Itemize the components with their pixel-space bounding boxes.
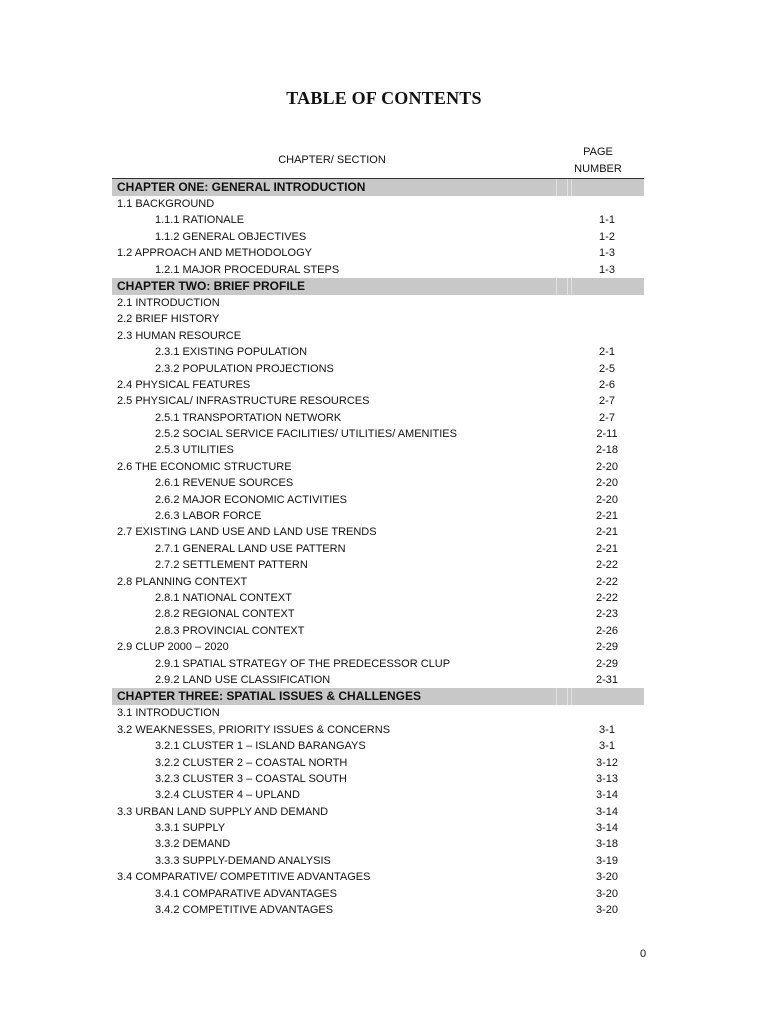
entry-title: 2.7.2 SETTLEMENT PATTERN: [155, 559, 308, 572]
entry-page-number: 2-21: [595, 526, 619, 539]
toc-entry-row: [112, 804, 644, 820]
entry-page-number: 1-2: [599, 230, 615, 243]
entry-page-number: 3-13: [595, 772, 619, 785]
toc-entry-row: [112, 557, 644, 573]
entry-title: 3.3.3 SUPPLY-DEMAND ANALYSIS: [155, 854, 331, 867]
entry-page-number: 2-26: [595, 624, 619, 637]
toc-entry-row: [112, 902, 644, 918]
entry-page-number: 2-31: [595, 673, 619, 686]
entry-title: 2.5.3 UTILITIES: [155, 444, 234, 457]
entry-title: 2.5.2 SOCIAL SERVICE FACILITIES/ UTILITIES/ AMENITIES: [155, 428, 457, 441]
entry-title: 2.6.3 LABOR FORCE: [155, 510, 262, 523]
entry-title: 2.9.2 LAND USE CLASSIFICATION: [155, 673, 331, 686]
entry-page-number: 2-22: [595, 591, 619, 604]
toc-entry-row: [112, 836, 644, 852]
entry-title: 2.7.1 GENERAL LAND USE PATTERN: [155, 542, 346, 555]
entry-page-number: 2-5: [599, 362, 615, 375]
toc-entry-row: [112, 377, 644, 393]
entry-title: 1.1.1 RATIONALE: [155, 214, 245, 227]
entry-title: 2.3.1 EXISTING POPULATION: [155, 346, 308, 359]
toc-entry-row: [112, 492, 644, 508]
entry-page-number: 1-3: [599, 247, 615, 260]
toc-entry-row: [112, 755, 644, 771]
toc-entry-row: [112, 311, 644, 327]
toc-entry-row: [112, 212, 644, 228]
toc-entry-row: [112, 328, 644, 344]
entry-page-number: 2-29: [595, 641, 619, 654]
toc-entry-row: [112, 656, 644, 672]
entry-page-number: 3-14: [595, 822, 619, 835]
chapter-row-divider: [571, 179, 572, 196]
entry-title: 2.5.1 TRANSPORTATION NETWORK: [155, 411, 342, 424]
page-number-header: [552, 144, 644, 178]
entry-title: 2.5 PHYSICAL/ INFRASTRUCTURE RESOURCES: [117, 395, 370, 408]
entry-page-number: 2-6: [599, 378, 615, 391]
toc-entry-row: [112, 590, 644, 606]
page-header-line2: NUMBER: [574, 163, 622, 175]
entry-page-number: 2-11: [596, 428, 618, 441]
toc-entry-row: [112, 606, 644, 622]
entry-title: 3.3 URBAN LAND SUPPLY AND DEMAND: [117, 805, 329, 818]
entry-page-number: 1-1: [599, 214, 615, 227]
entry-title: 3.4.2 COMPETITIVE ADVANTAGES: [155, 904, 334, 917]
entry-title: 2.8.3 PROVINCIAL CONTEXT: [155, 624, 305, 637]
toc-entry-row: [112, 442, 644, 458]
entry-title: 3.2.1 CLUSTER 1 – ISLAND BARANGAYS: [155, 740, 366, 753]
toc-entry-row: [112, 820, 644, 836]
toc-entry-row: [112, 410, 644, 426]
toc-chapter-row: [112, 688, 644, 705]
entry-title: 2.9 CLUP 2000 – 2020: [117, 641, 229, 654]
entry-page-number: 2-20: [595, 477, 619, 490]
entry-page-number: 2-7: [599, 395, 615, 408]
entry-title: 1.2.1 MAJOR PROCEDURAL STEPS: [155, 263, 340, 276]
toc-entry-row: [112, 344, 644, 360]
entry-title: 1.2 APPROACH AND METHODOLOGY: [117, 247, 312, 260]
toc-entry-row: [112, 524, 644, 540]
entry-page-number: 3-18: [595, 838, 619, 851]
toc-list: [112, 179, 644, 918]
toc-entry-row: [112, 262, 644, 278]
entry-title: 3.2.3 CLUSTER 3 – COASTAL SOUTH: [155, 772, 347, 785]
entry-page-number: 2-21: [595, 510, 619, 523]
entry-title: 2.8 PLANNING CONTEXT: [117, 575, 248, 588]
entry-title: 3.1 INTRODUCTION: [117, 707, 220, 720]
toc-chapter-row: [112, 278, 644, 295]
entry-page-number: 2-22: [595, 575, 619, 588]
entry-title: 3.2 WEAKNESSES, PRIORITY ISSUES & CONCERNS: [117, 723, 391, 736]
entry-title: 2.2 BRIEF HISTORY: [117, 313, 220, 326]
entry-title: 2.6.1 REVENUE SOURCES: [155, 477, 294, 490]
entry-page-number: 3-12: [595, 756, 619, 769]
chapter-title: CHAPTER THREE: SPATIAL ISSUES & CHALLENGES: [117, 689, 422, 704]
entry-page-number: 2-20: [595, 460, 619, 473]
entry-title: 2.3 HUMAN RESOURCE: [117, 329, 242, 342]
chapter-row-divider: [567, 688, 568, 705]
toc-entry-row: [112, 295, 644, 311]
toc-entry-row: [112, 245, 644, 261]
toc-entry-row: [112, 361, 644, 377]
entry-title: 2.3.2 POPULATION PROJECTIONS: [155, 362, 334, 375]
entry-title: 2.8.1 NATIONAL CONTEXT: [155, 591, 292, 604]
entry-page-number: 2-23: [595, 608, 619, 621]
chapter-row-divider: [571, 278, 572, 295]
toc-entry-row: [112, 574, 644, 590]
entry-page-number: 3-1: [599, 740, 615, 753]
chapter-row-divider: [556, 179, 557, 196]
entry-title: 2.1 INTRODUCTION: [117, 296, 220, 309]
entry-page-number: 3-20: [595, 871, 619, 884]
toc-entry-row: [112, 886, 644, 902]
toc-entry-row: [112, 853, 644, 869]
toc-entry-row: [112, 672, 644, 688]
toc-entry-row: [112, 541, 644, 557]
toc-entry-row: [112, 771, 644, 787]
entry-title: 2.6 THE ECONOMIC STRUCTURE: [117, 460, 292, 473]
entry-title: 3.3.1 SUPPLY: [155, 822, 226, 835]
chapter-row-divider: [567, 179, 568, 196]
entry-title: 1.1.2 GENERAL OBJECTIVES: [155, 230, 307, 243]
entry-title: 2.8.2 REGIONAL CONTEXT: [155, 608, 295, 621]
entry-page-number: 3-1: [599, 723, 615, 736]
footer-page-number: 0: [640, 948, 647, 960]
toc-entry-row: [112, 787, 644, 803]
toc-entry-row: [112, 639, 644, 655]
toc-entry-row: [112, 475, 644, 491]
toc-entry-row: [112, 196, 644, 212]
entry-page-number: 3-20: [595, 904, 619, 917]
entry-page-number: 2-22: [595, 559, 619, 572]
entry-page-number: 2-21: [595, 542, 619, 555]
entry-page-number: 2-7: [599, 411, 615, 424]
toc-entry-row: [112, 738, 644, 754]
entry-page-number: 3-14: [595, 805, 619, 818]
toc-entry-row: [112, 705, 644, 721]
entry-title: 3.2.2 CLUSTER 2 – COASTAL NORTH: [155, 756, 348, 769]
toc-entry-row: [112, 426, 644, 442]
entry-title: 3.4 COMPARATIVE/ COMPETITIVE ADVANTAGES: [117, 871, 371, 884]
toc-entry-row: [112, 508, 644, 524]
entry-title: 3.3.2 DEMAND: [155, 838, 231, 851]
chapter-row-divider: [567, 278, 568, 295]
entry-title: 2.9.1 SPATIAL STRATEGY OF THE PREDECESSOR CLUP: [155, 657, 451, 670]
chapter-row-divider: [556, 688, 557, 705]
entry-title: 2.4 PHYSICAL FEATURES: [117, 378, 251, 391]
toc-entry-row: [112, 722, 644, 738]
entry-title: 2.6.2 MAJOR ECONOMIC ACTIVITIES: [155, 493, 347, 506]
entry-page-number: 2-20: [595, 493, 619, 506]
entry-page-number: 2-29: [595, 657, 619, 670]
entry-title: 2.7 EXISTING LAND USE AND LAND USE TRENDS: [117, 526, 377, 539]
entry-title: 3.2.4 CLUSTER 4 – UPLAND: [155, 789, 300, 802]
toc-chapter-row: [112, 179, 644, 196]
toc-entry-row: [112, 869, 644, 885]
chapter-title: CHAPTER ONE: GENERAL INTRODUCTION: [117, 180, 366, 194]
entry-page-number: 1-3: [599, 263, 615, 276]
chapter-row-divider: [571, 688, 572, 705]
page-title: TABLE OF CONTENTS: [286, 88, 482, 108]
entry-page-number: 2-18: [595, 444, 619, 457]
toc-header: [112, 142, 644, 179]
toc-entry-row: [112, 229, 644, 245]
toc-entry-row: [112, 393, 644, 409]
entry-page-number: 3-14: [595, 789, 619, 802]
entry-page-number: 3-20: [595, 887, 619, 900]
entry-title: 1.1 BACKGROUND: [117, 198, 215, 210]
chapter-section-header: CHAPTER/ SECTION: [278, 154, 386, 166]
entry-page-number: 3-19: [595, 854, 619, 867]
chapter-row-divider: [556, 278, 557, 295]
toc-entry-row: [112, 623, 644, 639]
toc-entry-row: [112, 459, 644, 475]
chapter-title: CHAPTER TWO: BRIEF PROFILE: [117, 278, 305, 293]
page-header-line1: PAGE: [583, 146, 613, 158]
entry-title: 3.4.1 COMPARATIVE ADVANTAGES: [155, 887, 337, 900]
entry-page-number: 2-1: [599, 346, 615, 359]
